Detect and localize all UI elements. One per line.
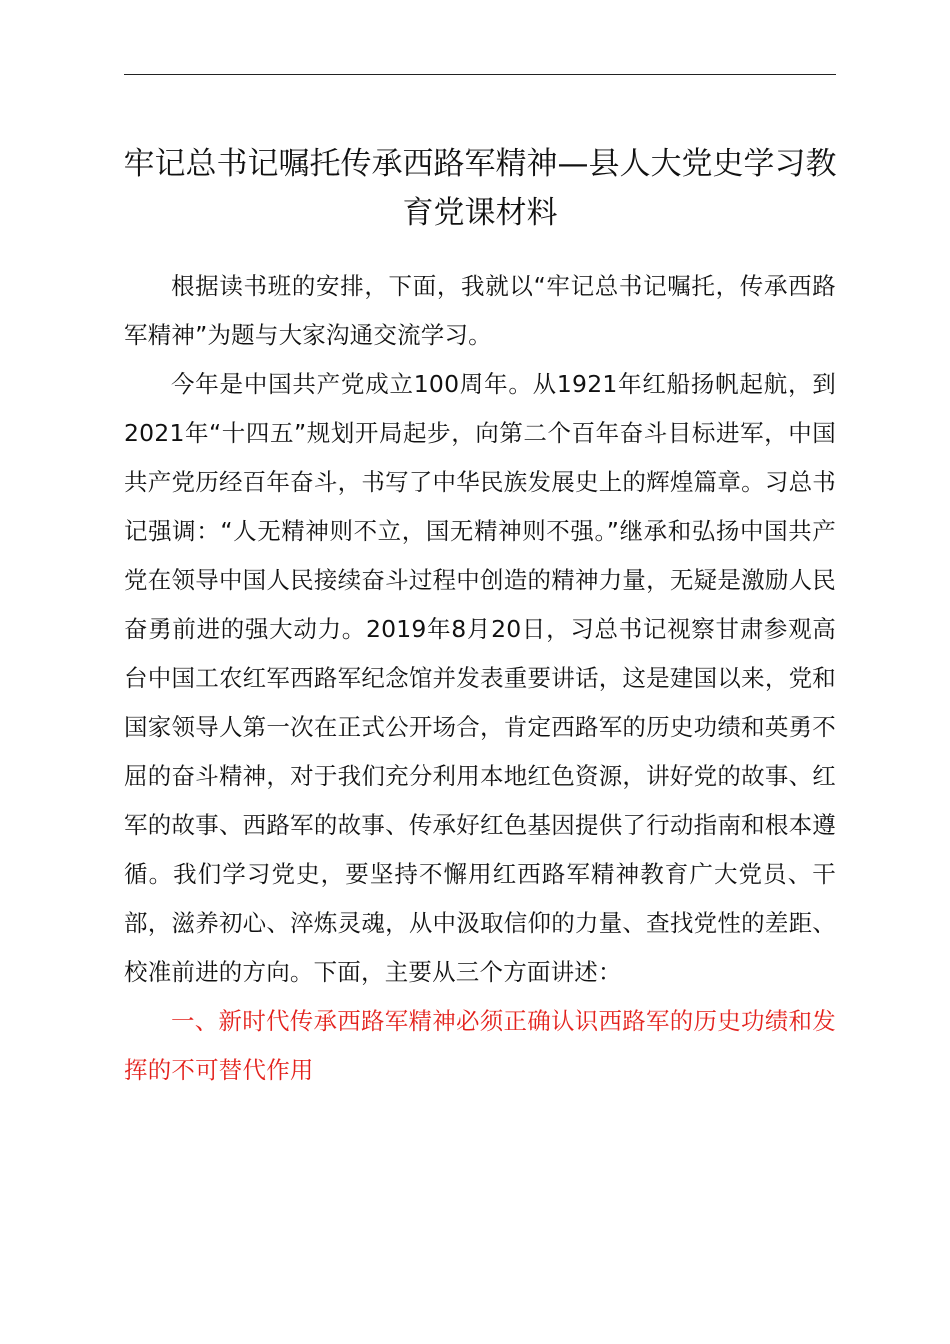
- document-title: 牢记总书记嘱托传承西路军精神—县人大党史学习教育党课材料: [123, 146, 837, 231]
- header-rule: [124, 74, 836, 75]
- body-paragraph: 今年是中国共产党成立100周年。从1921年红船扬帆起航，到2021年“十四五”规划开局起步，向第二个百年奋斗目标进军，中国共产党历经百年奋斗，书写了中华民族发展史上的辉煌篇章。习总书记强调：“人无精神则不立，国无精神则不强。”继承和弘扬中国共产党在领导中国人民接续奋斗过程中创造的精神力量，无疑是激励人民奋勇前进的强大动力。2019年8月20日，习总书记视察甘肃参观高台中国工农红军西路军纪念馆并发表重要讲话，这是建国以来，党和国家领导人第一次在正式公开场合，肯定西路军的历史功绩和英勇不屈的奋斗精神，对于我们充分利用本地红色资源，讲好党的故事、红军的故事、西路军的故事、传承好红色基因提供了行动指南和根本遵循。我们学习党史，要坚持不懈用红西路军精神教育广大党员、干部，滋养初心、淬炼灵魂，从中汲取信仰的力量、查找党性的差距、校准前进的方向。下面，主要从三个方面讲述：: [124, 370, 836, 986]
- intro-paragraph: 根据读书班的安排，下面，我就以“牢记总书记嘱托，传承西路军精神”为题与大家沟通交流学习。: [124, 272, 836, 349]
- section-heading: 一、新时代传承西路军精神必须正确认识西路军的历史功绩和发挥的不可替代作用: [124, 1007, 836, 1084]
- document-body: [124, 262, 836, 1095]
